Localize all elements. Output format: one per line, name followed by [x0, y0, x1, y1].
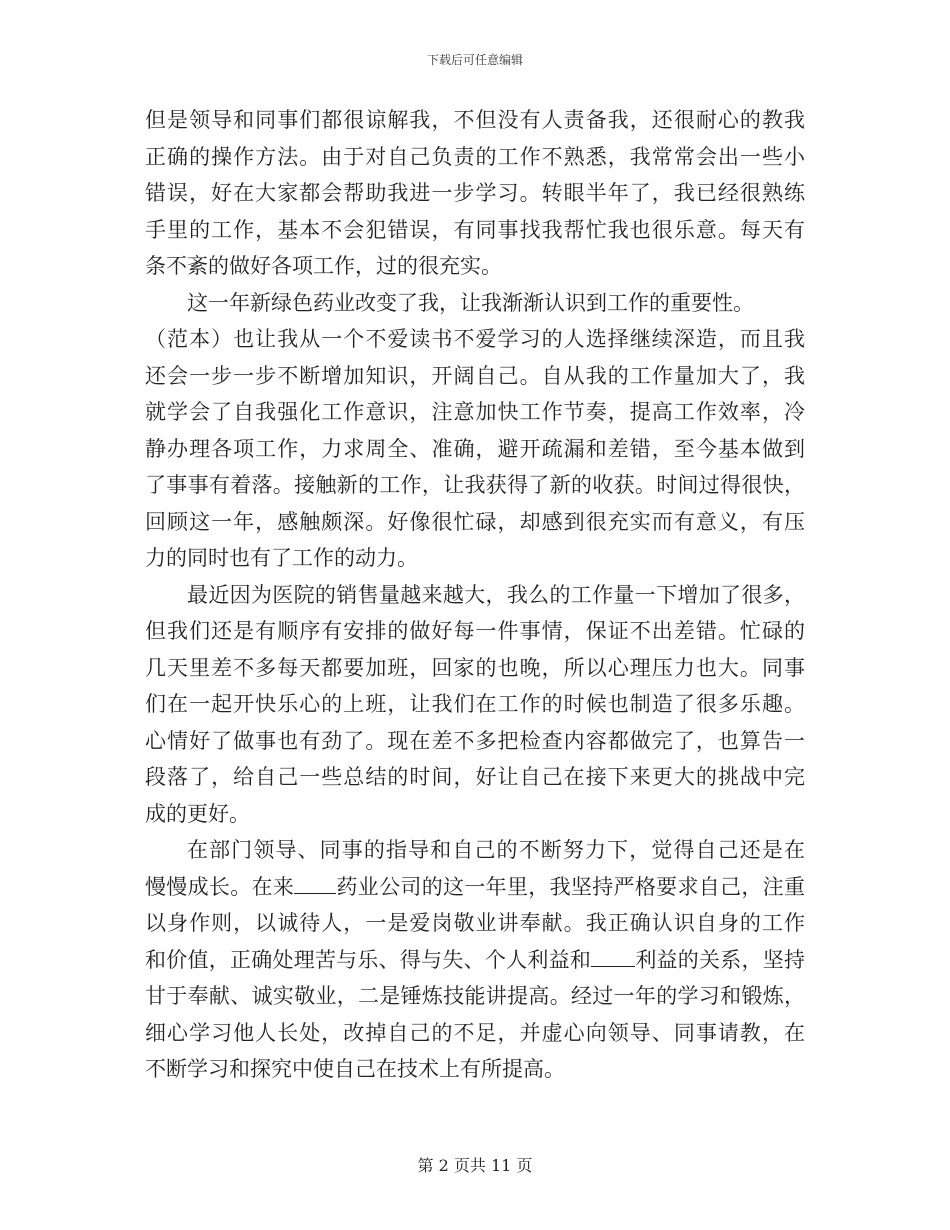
paragraph-4-line-2: [145, 869, 805, 906]
paragraph-1-line-1: 但是领导和同事们都很谅解我，不但没有人责备我，还很耐心的教我: [145, 108, 805, 132]
paragraph-4-line-1: 在部门领导、同事的指导和自己的不断努力下，觉得自己还是在: [187, 838, 805, 862]
page-header: 下载后可任意编辑: [426, 53, 523, 67]
paragraph-1-line-4: 手里的工作，基本不会犯错误，有同事找我帮忙我也很乐意。每天有: [145, 217, 805, 242]
paragraph-3-line-6: 段落了，给自己一些总结的时间，好让自己在接下来更大的挑战中完: [145, 765, 805, 789]
paragraph-4-line-6: 细心学习他人长处，改掉自己的不足，并虚心向领导、同事请教，在: [145, 1020, 805, 1045]
paragraph-4-line-4: [145, 942, 805, 979]
paragraph-4-line-5: 甘于奉献、诚实敬业，二是锤炼技能讲提高。经过一年的学习和锻炼，: [145, 984, 805, 1008]
page-number: 第 2 页共 11 页: [417, 1156, 533, 1175]
paragraph-4-line-3: 以身作则，以诚待人，一是爱岗敬业讲奉献。我正确认识自身的工作: [145, 911, 805, 935]
paragraph-2-line-1: 这一年新绿色药业改变了我，让我渐渐认识到工作的重要性。: [187, 290, 754, 315]
document-body: [145, 102, 805, 1088]
paragraph-4-line-2-part-a: 慢慢成长。在来: [145, 874, 295, 899]
paragraph-2-line-3: 还会一步一步不断增加知识，开阔自己。自从我的工作量加大了，我: [145, 363, 805, 388]
paragraph-2-line-7: 回顾这一年，感触颇深。好像很忙碌，却感到很充实而有意义，有压: [145, 509, 805, 534]
paragraph-2-line-6: 了事事有着落。接触新的工作，让我获得了新的收获。时间过得很快，: [145, 473, 805, 497]
paragraph-1-line-3: 错误，好在大家都会帮助我进一步学习。转眼半年了，我已经很熟练: [145, 181, 805, 205]
paragraph-4-line-4-part-a: 和价值，正确处理苦与乐、得与失、个人利益和: [145, 947, 592, 972]
paragraph-3-line-3: 几天里差不多每天都要加班，回家的也晚，所以心理压力也大。同事: [145, 655, 805, 680]
fill-in-blank: [294, 873, 336, 894]
paragraph-1-line-5: 条不紊的做好各项工作，过的很充实。: [145, 254, 502, 278]
fill-in-blank: [591, 946, 635, 967]
paragraph-4-line-2-part-b: 药业公司的这一年里，我坚持严格要求自己，注重: [336, 874, 805, 899]
paragraph-2-line-4: 就学会了自我强化工作意识，注意加快工作节奏，提高工作效率，冷: [145, 400, 805, 424]
paragraph-2-line-5: 静办理各项工作，力求周全、准确，避开疏漏和差错，至今基本做到: [145, 436, 805, 461]
paragraph-3-line-2: 但我们还是有顺序有安排的做好每一件事情，保证不出差错。忙碌的: [145, 619, 805, 643]
paragraph-3-line-1: 最近因为医院的销售量越来越大，我么的工作量一下增加了很多，: [187, 582, 805, 607]
paragraph-3-line-7: 成的更好。: [145, 801, 250, 826]
paragraph-1-line-2: 正确的操作方法。由于对自己负责的工作不熟悉，我常常会出一些小: [145, 144, 805, 169]
paragraph-4-line-4-part-b: 利益的关系，坚持: [635, 947, 805, 972]
paragraph-2-line-2: （范本）也让我从一个不爱读书不爱学习的人选择继续深造，而且我: [145, 327, 805, 351]
paragraph-3-line-4: 们在一起开快乐心的上班，让我们在工作的时候也制造了很多乐趣。: [145, 692, 805, 716]
paragraph-3-line-5: 心情好了做事也有劲了。现在差不多把检查内容都做完了，也算告一: [145, 728, 805, 753]
paragraph-2-line-8: 力的同时也有了工作的动力。: [145, 546, 418, 570]
paragraph-4-line-7: 不断学习和探究中使自己在技术上有所提高。: [145, 1057, 565, 1081]
